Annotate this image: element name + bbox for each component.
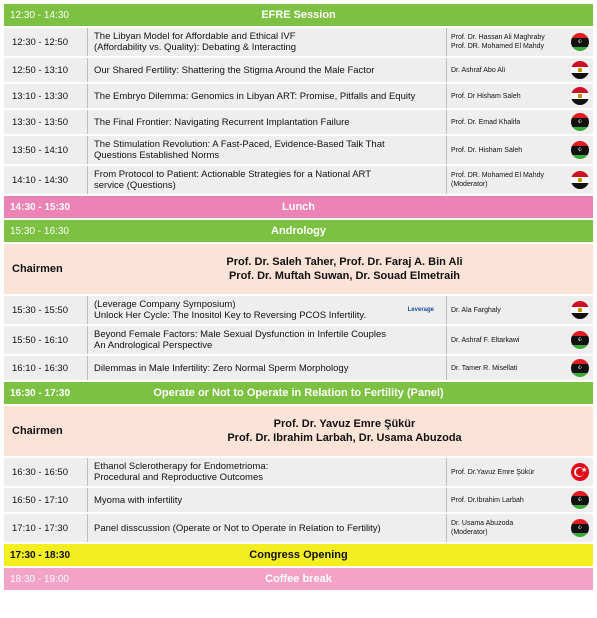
libya-flag-icon: ☪ (571, 491, 589, 509)
topic-line: The Embryo Dilemma: Genomics in Libyan ART: Promise, Pitfalls and Equity (94, 90, 416, 102)
speaker (447, 110, 567, 134)
speaker-flag (567, 84, 593, 108)
schedule-row (4, 296, 593, 324)
session-time: 15:30 - 16:30 (10, 225, 69, 237)
schedule-row (4, 514, 593, 542)
speaker-flag (567, 458, 593, 486)
session-header-coffee (4, 568, 593, 590)
talk-topic (88, 110, 447, 134)
speaker-line: Prof. DR. Mohamed El Mahdy (451, 43, 544, 50)
session-title: Coffee break (265, 573, 332, 585)
speaker (447, 458, 567, 486)
libya-flag-icon: ☪ (571, 331, 589, 349)
chairmen-names (96, 255, 593, 283)
andrology-chairmen (4, 244, 593, 294)
topic-line: Myoma with infertility (94, 494, 183, 506)
speaker-line: Dr. Ashraf Abo Ali (451, 66, 506, 74)
speaker-line: Prof. Dr.Yavuz Emre Şükür (451, 468, 535, 476)
talk-time: 16:50 - 17:10 (4, 488, 88, 512)
schedule-row (4, 458, 593, 486)
talk-time: 13:50 - 14:10 (4, 136, 88, 164)
speaker-line: (Moderator) (451, 529, 488, 536)
topic-line: Unlock Her Cycle: The Inositol Key to Reversing PCOS Infertility. (94, 310, 367, 321)
chairmen-line: Prof. Dr. Ibrahim Larbah, Dr. Usama Abuzoda (227, 432, 462, 444)
talk-time: 12:30 - 12:50 (4, 28, 88, 56)
schedule-row (4, 326, 593, 354)
schedule-row (4, 136, 593, 164)
session-time: 18:30 - 19:00 (10, 573, 69, 585)
speaker-line: Dr. Usama Abuzoda (451, 520, 514, 527)
chairmen-label: Chairmen (12, 425, 63, 437)
libya-flag-icon: ☪ (571, 113, 589, 131)
speaker (447, 136, 567, 164)
talk-time: 12:50 - 13:10 (4, 58, 88, 82)
talk-topic (88, 296, 447, 324)
chairmen-line: Prof. Dr. Yavuz Emre Şükür (273, 418, 416, 430)
turkey-flag-icon: ★ (571, 463, 589, 481)
topic-line: (Leverage Company Symposium) (94, 299, 236, 310)
topic-line: service (Questions) (94, 180, 176, 191)
topic-line: From Protocol to Patient: Actionable Strategies for a National ART (94, 169, 372, 180)
speaker-line: Prof. Dr Hisham Saleh (451, 92, 521, 100)
topic-line: Beyond Female Factors: Male Sexual Dysfunction in Infertile Couples (94, 329, 386, 340)
session-title: Congress Opening (249, 549, 348, 561)
talk-time: 13:30 - 13:50 (4, 110, 88, 134)
speaker-line: Prof. DR. Mohamed El Mahdy (451, 172, 544, 179)
libya-flag-icon: ☪ (571, 141, 589, 159)
schedule-row (4, 84, 593, 108)
session-header-panel (4, 382, 593, 404)
egypt-flag-icon (571, 171, 589, 189)
speaker (447, 326, 567, 354)
talk-topic (88, 514, 447, 542)
topic-line: Questions Established Norms (94, 150, 220, 161)
session-header-andrology (4, 220, 593, 242)
speaker-flag (567, 166, 593, 194)
session-time: 17:30 - 18:30 (10, 549, 71, 561)
sponsor-logo: Leverage (407, 307, 434, 313)
talk-topic (88, 166, 447, 194)
topic-line: An Andrological Perspective (94, 340, 213, 351)
talk-time: 13:10 - 13:30 (4, 84, 88, 108)
speaker (447, 488, 567, 512)
speaker-flag (567, 28, 593, 56)
schedule-row (4, 28, 593, 56)
session-title: Operate or Not to Operate in Relation to Fertility (Panel) (153, 387, 444, 399)
speaker-line: Prof. Dr. Hassan Ali Maghraby (451, 34, 545, 41)
talk-topic (88, 84, 447, 108)
session-title: Lunch (282, 201, 315, 213)
chairmen-line: Prof. Dr. Muftah Suwan, Dr. Souad Elmetraih (228, 270, 461, 282)
session-header-lunch (4, 196, 593, 218)
speaker-line: Prof. Dr. Hisham Saleh (451, 146, 523, 154)
panel-items (4, 458, 593, 542)
speaker-flag (567, 326, 593, 354)
speaker-flag (567, 296, 593, 324)
speaker-line: Prof. Dr.Ibrahim Larbah (451, 496, 524, 504)
topic-line: (Affordability vs. Quality): Debating & Interacting (94, 42, 297, 53)
talk-topic (88, 458, 447, 486)
session-title: EFRE Session (261, 9, 336, 21)
speaker-flag (567, 488, 593, 512)
topic-line: Dilemmas in Male Infertility: Zero Normal Sperm Morphology (94, 362, 349, 374)
speaker (447, 28, 567, 56)
chairmen-line: Prof. Dr. Saleh Taher, Prof. Dr. Faraj A. Bin Ali (226, 256, 463, 268)
talk-time: 14:10 - 14:30 (4, 166, 88, 194)
topic-line: The Libyan Model for Affordable and Ethical IVF (94, 31, 296, 42)
topic-line: Ethanol Sclerotherapy for Endometrioma: (94, 461, 269, 472)
session-time: 16:30 - 17:30 (10, 387, 71, 399)
egypt-flag-icon (571, 301, 589, 319)
schedule-row (4, 166, 593, 194)
session-header-opening (4, 544, 593, 566)
egypt-flag-icon (571, 61, 589, 79)
chairmen-names (96, 417, 593, 445)
topic-line: Our Shared Fertility: Shattering the Stigma Around the Male Factor (94, 64, 375, 76)
speaker-line: Dr. Ala Farghaly (451, 306, 501, 314)
talk-time: 15:50 - 16:10 (4, 326, 88, 354)
panel-chairmen (4, 406, 593, 456)
program-table (4, 4, 593, 592)
talk-topic (88, 136, 447, 164)
schedule-row (4, 58, 593, 82)
libya-flag-icon: ☪ (571, 33, 589, 51)
talk-topic (88, 28, 447, 56)
chairmen-label: Chairmen (12, 263, 63, 275)
speaker-line: (Moderator) (451, 181, 488, 188)
speaker-flag (567, 58, 593, 82)
speaker (447, 58, 567, 82)
session-time: 12:30 - 14:30 (10, 9, 69, 21)
talk-topic (88, 488, 447, 512)
speaker (447, 84, 567, 108)
libya-flag-icon: ☪ (571, 359, 589, 377)
speaker-flag (567, 514, 593, 542)
topic-line: Panel disscussion (Operate or Not to Operate in Relation to Fertility) (94, 522, 381, 534)
speaker (447, 356, 567, 380)
schedule-row (4, 488, 593, 512)
session-header-efre (4, 4, 593, 26)
efre-items (4, 28, 593, 194)
session-time: 14:30 - 15:30 (10, 201, 71, 213)
libya-flag-icon: ☪ (571, 519, 589, 537)
session-title: Andrology (271, 225, 326, 237)
speaker-flag (567, 136, 593, 164)
topic-line: The Final Frontier: Navigating Recurrent Implantation Failure (94, 116, 350, 128)
topic-line: The Stimulation Revolution: A Fast-Paced, Evidence-Based Talk That (94, 139, 385, 150)
speaker (447, 296, 567, 324)
schedule-row (4, 356, 593, 380)
andrology-items (4, 296, 593, 380)
speaker-flag (567, 110, 593, 134)
talk-topic (88, 356, 447, 380)
talk-time: 15:30 - 15:50 (4, 296, 88, 324)
speaker-line: Dr. Ashraf F. Eltarkawi (451, 336, 520, 344)
talk-topic (88, 58, 447, 82)
speaker-line: Prof. Dr. Emad Khalifa (451, 118, 521, 126)
speaker-flag (567, 356, 593, 380)
speaker (447, 166, 567, 194)
speaker (447, 514, 567, 542)
talk-topic (88, 326, 447, 354)
topic-line: Procedural and Reproductive Outcomes (94, 472, 263, 483)
schedule-row (4, 110, 593, 134)
talk-time: 16:10 - 16:30 (4, 356, 88, 380)
talk-time: 17:10 - 17:30 (4, 514, 88, 542)
speaker-line: Dr. Tamer R. Misellati (451, 364, 518, 372)
egypt-flag-icon (571, 87, 589, 105)
talk-time: 16:30 - 16:50 (4, 458, 88, 486)
